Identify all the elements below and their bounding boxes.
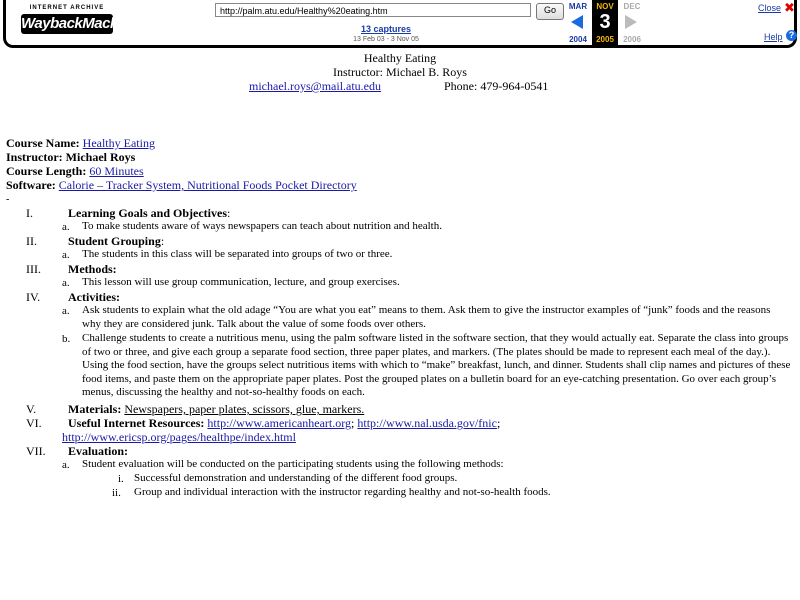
section-1-heading-text: Learning Goals and Objectives (68, 206, 228, 220)
next-year: 2006 (623, 35, 641, 44)
prev-arrow-icon[interactable] (571, 15, 583, 29)
section-5-number: V. (26, 402, 37, 416)
materials-value: Newspapers, paper plates, scissors, glue, markers. (124, 402, 365, 416)
section-7-i-text: Successful demonstration and understanding of the different food groups. (134, 472, 458, 484)
section-3-heading: Methods: (68, 262, 117, 276)
section-6-heading: Useful Internet Resources: (68, 416, 205, 430)
url-input[interactable]: http://palm.atu.edu/Healthy%20eating.htm (215, 3, 531, 17)
ericsp-link[interactable]: http://www.ericsp.org/pages/healthpe/index.html (62, 430, 296, 444)
software-label: Software: (6, 178, 56, 192)
phone-text: Phone: 479-964-0541 (444, 79, 549, 93)
current-capture-column (592, 0, 618, 45)
prev-month: MAR (568, 2, 588, 11)
wayback-logo[interactable] (21, 5, 139, 39)
section-2-colon: : (160, 234, 165, 248)
section-1-heading (68, 206, 230, 221)
section-3-a-label: a. (62, 277, 70, 289)
current-year: 2005 (596, 35, 614, 44)
logo-top-text: INTERNET ARCHIVE (29, 5, 105, 11)
section-3-a-text: This lesson will use group communication, lecture, and group exercises. (82, 276, 400, 288)
stray-dash: - (6, 194, 10, 205)
next-capture-column (619, 0, 645, 45)
section-4-number: IV. (26, 290, 41, 304)
wayback-toolbar (3, 0, 797, 48)
next-arrow-icon (625, 15, 637, 29)
section-3-number: III. (26, 262, 41, 276)
close-icon[interactable]: ✖ (784, 0, 795, 15)
section-5-row (68, 402, 364, 417)
next-month: DEC (623, 2, 641, 11)
section-7-ii-label: ii. (112, 487, 121, 499)
page-title: Healthy Eating (363, 51, 437, 65)
current-day: 3 (599, 11, 611, 33)
section-1-colon: : (227, 206, 231, 220)
go-button[interactable]: Go (536, 3, 564, 20)
course-name-link[interactable]: Healthy Eating (82, 136, 155, 150)
section-2-a-text: The students in this class will be separated into groups of two or three. (82, 248, 393, 260)
section-2-heading (68, 234, 164, 249)
section-4-b-label: b. (62, 333, 71, 345)
close-link[interactable]: Close (758, 3, 782, 13)
section-2-number: II. (26, 234, 37, 248)
section-5-heading: Materials: (68, 402, 122, 416)
course-length-value[interactable]: 60 Minutes (89, 164, 144, 178)
software-value[interactable]: Calorie – Tracker System, Nutritional Foods Pocket Directory (58, 178, 357, 192)
section-7-i-label: i. (118, 473, 124, 485)
prev-capture-column[interactable] (565, 0, 591, 45)
section-4-b-text: Challenge students to create a nutritious menu, using the palm software listed in the software section, that they would actually eat. Separate the class into groups of two or three, and give each group a separate food section, three paper plates, and markers. (The plates should be made to represent each meal of the day.). Using the food section, have the groups select nutritious items with which to “make” breakfast, lunch, and dinner. Students shall clip names and pictures of these food items, and paste them on the appropriate paper plates. Post the grouped plates on a bulletin board for an eye-catching presentation. Go over each group’s menus, discussing the healthy and not-so-healthy foods on each. (82, 332, 791, 398)
help-icon[interactable]: ? (786, 30, 797, 41)
section-4-a-text: Ask students to explain what the old adage “You are what you eat” means to them. Ask them to give the instructor examples of “junk” foods and the reasons why they are considered junk. Talk about the value of some foods over others. (82, 304, 771, 330)
link-separator-2: ; (496, 416, 501, 430)
logo-main-text: WaybackMachine (21, 15, 139, 32)
link-separator-1: ; (351, 416, 355, 430)
course-name-row (6, 136, 155, 150)
instructor-label: Instructor: Michael Roys (6, 150, 136, 164)
section-1-a-label: a. (62, 221, 70, 233)
section-6-row (68, 416, 500, 431)
americanheart-link[interactable]: http://www.americanheart.org (207, 416, 352, 430)
section-1-number: I. (26, 206, 33, 220)
section-4-heading: Activities: (68, 290, 120, 304)
prev-year[interactable]: 2004 (569, 35, 587, 44)
email-link[interactable]: michael.roys@mail.atu.edu (249, 79, 382, 93)
section-4-a-label: a. (62, 305, 70, 317)
software-row (6, 178, 357, 192)
section-2-a-label: a. (62, 249, 70, 261)
instructor-line: Instructor: Michael B. Roys (333, 65, 467, 79)
section-7-a-label: a. (62, 459, 70, 471)
section-1-a-text: To make students aware of ways newspapers can teach about nutrition and health. (82, 220, 442, 232)
help-link[interactable]: Help (764, 32, 783, 42)
course-length-row (6, 164, 144, 178)
current-month: NOV (596, 2, 614, 11)
instructor-row (6, 150, 135, 164)
section-7-heading: Evaluation: (68, 444, 129, 458)
capture-date-range: 13 Feb 03 - 3 Nov 05 (353, 36, 419, 43)
nal-usda-link[interactable]: http://www.nal.usda.gov/fnic (357, 416, 497, 430)
course-length-label: Course Length: (6, 164, 87, 178)
section-7-number: VII. (26, 444, 46, 458)
section-6-number: VI. (26, 416, 42, 430)
section-2-heading-text: Student Grouping (68, 234, 161, 248)
section-7-a-text: Student evaluation will be conducted on the participating students using the following methods: (82, 458, 504, 470)
course-name-label: Course Name: (6, 136, 80, 150)
captures-link[interactable]: 13 captures (360, 24, 412, 34)
section-7-ii-text: Group and individual interaction with the instructor regarding healthy and not-so-health foods. (134, 486, 551, 498)
